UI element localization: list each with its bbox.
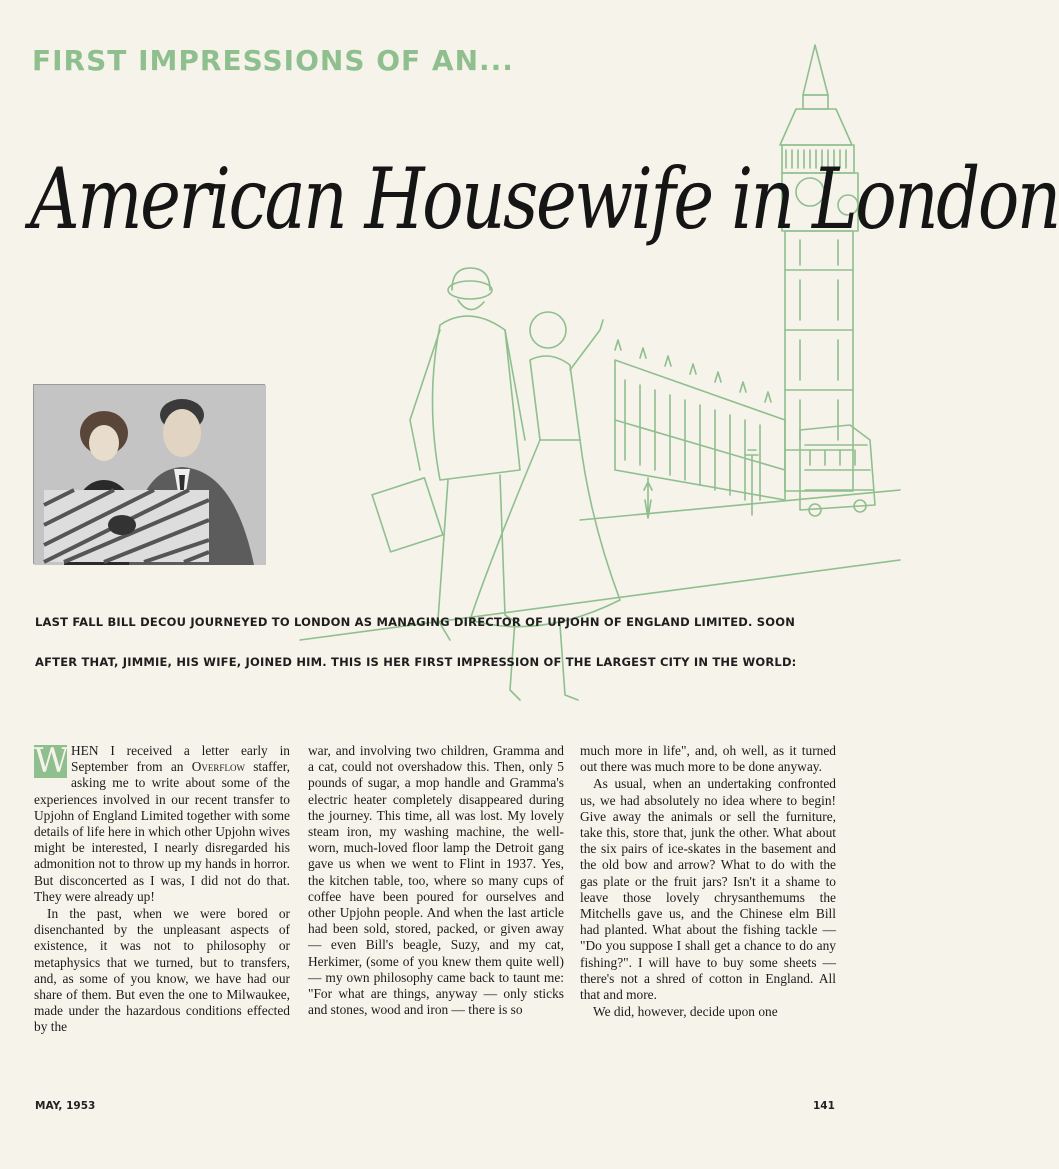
pedestrian-icon: [644, 478, 652, 518]
article-body: [34, 743, 834, 1073]
text-run: I received a letter early in September from an: [71, 743, 290, 775]
column-2: [308, 743, 564, 1019]
intro-line-1: LAST FALL BILL DECOU JOURNEYED TO LONDON AS MANAGING DIRECTOR OF UPJOHN OF ENGLAND LIMITED. SOON: [35, 615, 796, 629]
lead-in: HEN: [71, 743, 99, 758]
photo-image: [34, 385, 266, 565]
kicker-heading: FIRST IMPRESSIONS OF AN...: [32, 44, 514, 77]
paragraph: [34, 743, 290, 905]
paragraph: In the past, when we were bored or disenchanted by the unpleasant aspects of existence, it was not to philosophy or metaphysics that we turned, but to transfers, and, as some of you know, we have had our share of them. But even the one to Milwaukee, made under the hazardous conditions effected by the: [34, 906, 290, 1035]
paragraph: As usual, when an undertaking confronted us, we had absolutely no idea where to begin! Give away the animals or sell the furniture, take this, store that, junk the other. What about the six pairs of ice-skates in the basement and the old bow and arrow? What to do with the gas plate or the fruit jars? Isn't it a shame to leave those lovely chrysanthemums the Mitchells gave us, and the Chinese elm Bill had planted. What about the fishing tackle — "Do you suppose I shall get a chance to do any fishing?". I will have to buy some sheets — there's not a shred of cotton in England. All that and more.: [580, 776, 836, 1003]
couple-photo: [33, 384, 265, 564]
paragraph: much more in life", and, oh well, as it turned out there was much more to be done anyway.: [580, 743, 836, 775]
paragraph: We did, however, decide upon one: [593, 1004, 778, 1020]
man-figure-icon: [372, 268, 525, 640]
page-number: 141: [813, 1100, 835, 1112]
text-run: staffer, asking me to write about some of the experiences involved in our recent transfer to Upjohn of England Limited together with some details of life here in which other Upjohn wives might be interested, I nearly disregarded his admonition not to throw up my hands in horror. But disconcerted as I was, I did not do that. They were already up!: [34, 759, 290, 904]
column-3: [580, 743, 836, 1021]
article-title: American Housewife in London: [30, 150, 1059, 248]
column-1: [34, 743, 290, 1037]
parliament-icon: [615, 340, 785, 500]
big-ben-icon: [780, 45, 858, 491]
woman-figure-icon: [470, 312, 620, 700]
intro-line-2: AFTER THAT, JIMMIE, HIS WIFE, JOINED HIM. THIS IS HER FIRST IMPRESSION OF THE LARGEST CITY IN THE WORLD:: [35, 655, 797, 669]
drop-cap: W: [34, 741, 69, 781]
paragraph: war, and involving two children, Gramma and a cat, could not overshadow this. Then, only 5 pounds of sugar, a mop handle and Gramma's electric heater completely disappeared during the journey. This time, all was lost. My lovely steam iron, my washing machine, the well-worn, much-loved floor lamp the Detroit gang gave us when we went to Flint in 1937. Yes, the kitchen table, too, where so many cups of coffee have been poured for ourselves and other Upjohn people. And when the last article had been sold, stored, packed, or given away — even Bill's beagle, Suzy, and my cat, Herkimer, (some of you knew them quite well) — my own philosophy came back to taunt me: "For what are things, anyway — only sticks and stones, wood and iron — there is so: [308, 743, 564, 1018]
magazine-name: Overflow: [191, 759, 245, 775]
footer-date: MAY, 1953: [35, 1100, 96, 1112]
